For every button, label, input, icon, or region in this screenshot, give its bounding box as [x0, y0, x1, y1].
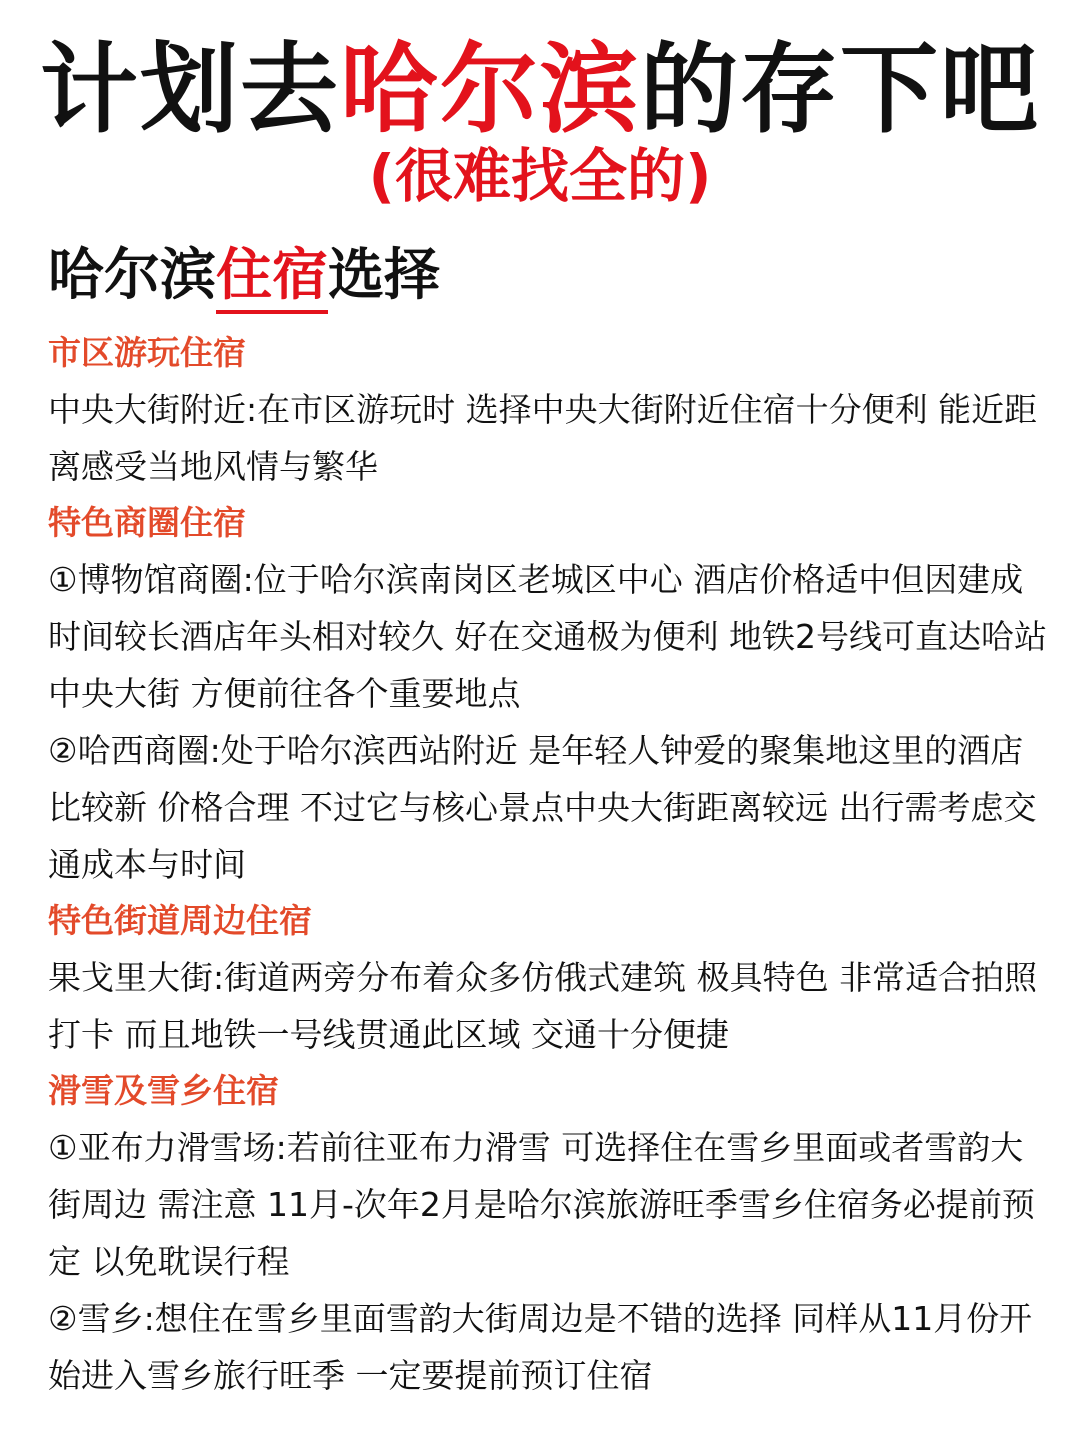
category-paragraph: 中央大街附近:在市区游玩时 选择中央大街附近住宿十分便利 能近距离感受当地风情与繁华 — [48, 390, 1038, 486]
category-paragraph: ②雪乡:想住在雪乡里面雪韵大街周边是不错的选择 同样从11月份开始进入雪乡旅行旺季 一定要提前预订住宿 — [48, 1299, 1033, 1395]
title-part-1: 计划去 — [39, 33, 340, 147]
section-heading-suffix: 选择 — [328, 243, 440, 308]
accommodation-list — [48, 325, 1048, 1404]
category-block — [48, 325, 1048, 495]
title-accent-city: 哈尔滨 — [339, 33, 640, 147]
section-heading — [48, 238, 440, 314]
page-subtitle: (很难找全的) — [368, 142, 712, 210]
section-heading-prefix: 哈尔滨 — [48, 243, 216, 308]
category-heading: 特色街道周边住宿 — [48, 901, 312, 940]
section-heading-highlight: 住宿 — [216, 243, 328, 314]
category-heading: 滑雪及雪乡住宿 — [48, 1071, 279, 1110]
category-paragraph: ①亚布力滑雪场:若前往亚布力滑雪 可选择住在雪乡里面或者雪韵大街周边 需注意 11月-次年2月是哈尔滨旅游旺季雪乡住宿务必提前预定 以免耽误行程 — [48, 1128, 1035, 1281]
category-paragraph: ②哈西商圈:处于哈尔滨西站附近 是年轻人钟爱的聚集地这里的酒店比较新 价格合理 不过它与核心景点中央大街距离较远 出行需考虑交通成本与时间 — [48, 731, 1037, 884]
category-heading: 市区游玩住宿 — [48, 333, 246, 372]
category-block — [48, 893, 1048, 1063]
page-title — [0, 30, 1080, 150]
category-heading: 特色商圈住宿 — [48, 503, 246, 542]
category-block — [48, 1063, 1048, 1404]
category-block — [48, 495, 1048, 893]
category-paragraph: ①博物馆商圈:位于哈尔滨南岗区老城区中心 酒店价格适中但因建成时间较长酒店年头相对较久 好在交通极为便利 地铁2号线可直达哈站 中央大街 方便前往各个重要地点 — [48, 560, 1047, 713]
title-part-2: 的存下吧 — [640, 33, 1041, 147]
category-paragraph: 果戈里大街:街道两旁分布着众多仿俄式建筑 极具特色 非常适合拍照打卡 而且地铁一号线贯通此区域 交通十分便捷 — [48, 958, 1038, 1054]
